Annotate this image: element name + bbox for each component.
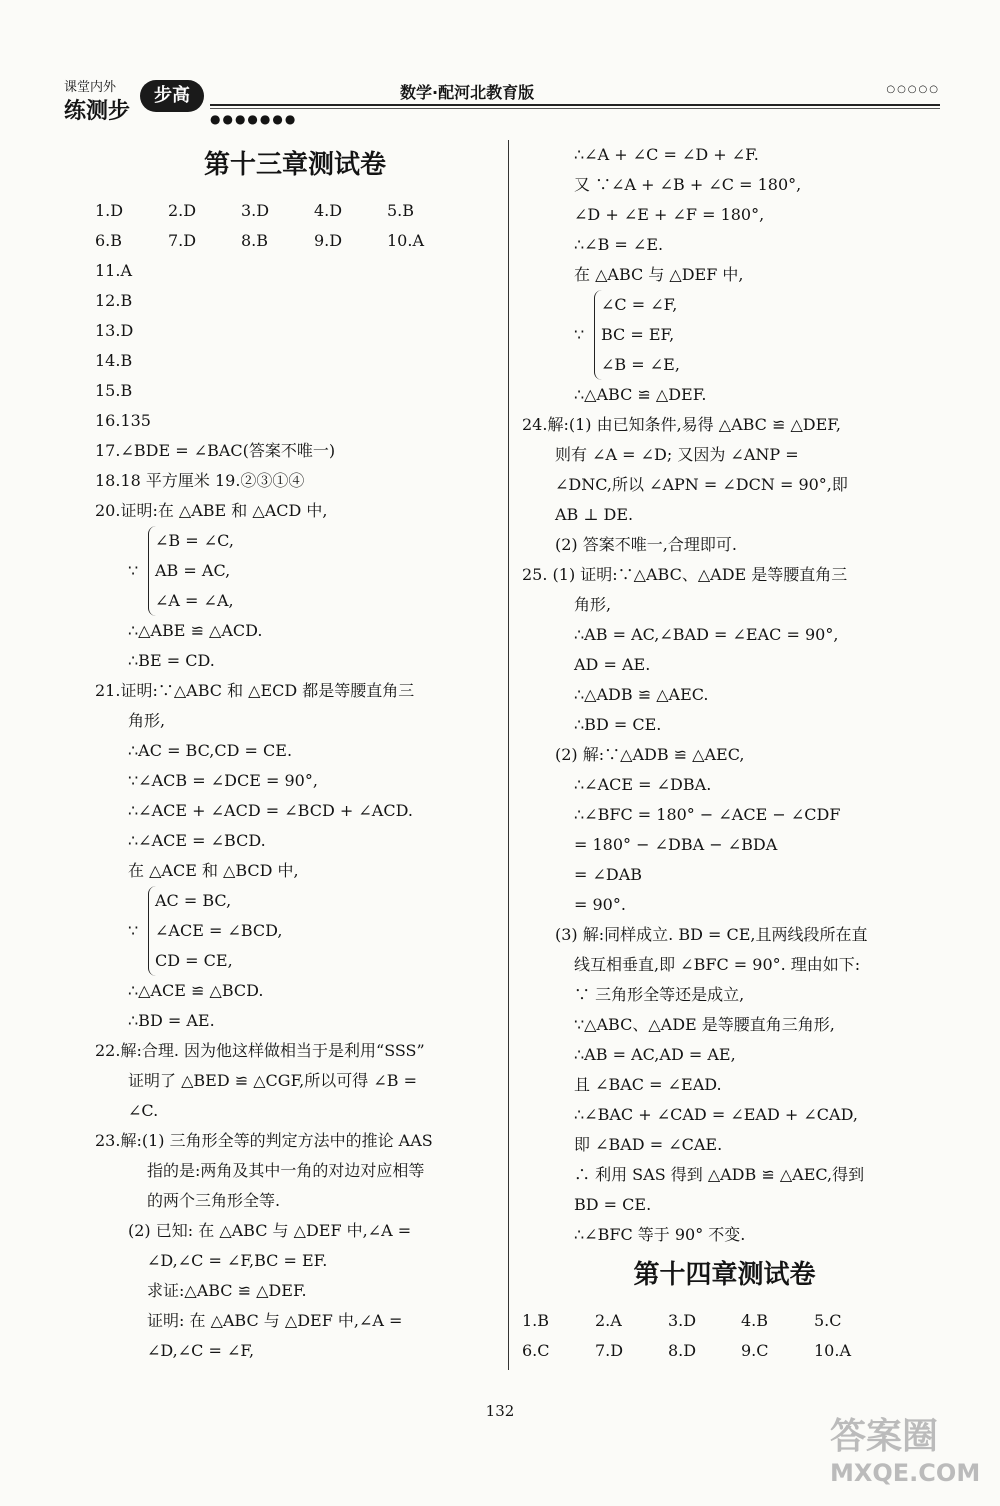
proof-line: ∴△ADB ≌ △AEC. — [574, 685, 709, 704]
proof-line: ∴∠ACE = ∠BCD. — [128, 831, 266, 850]
proof-line: (2) 已知: 在 △ABC 与 △DEF 中,∠A = — [128, 1221, 412, 1240]
brand-small-text: 课堂内外 — [64, 80, 117, 95]
answer-item: 9.D — [314, 231, 343, 250]
header-rule-thin — [210, 108, 940, 109]
proof-line: = ∠DAB — [574, 865, 643, 884]
answer-line: 16.135 — [95, 411, 151, 430]
proof-line: ∴ 利用 SAS 得到 △ADB ≌ △AEC,得到 — [574, 1165, 865, 1184]
page-number: 132 — [485, 1402, 515, 1420]
proof-line: ∠C. — [128, 1101, 159, 1120]
proof-line: ∴BE = CD. — [128, 651, 215, 670]
proof-line: 指的是:两角及其中一角的对边对应相等 — [147, 1161, 425, 1180]
because-symbol: ∵ — [128, 921, 139, 940]
proof-line: ∠DNC,所以 ∠APN = ∠DCN = 90°,即 — [555, 475, 848, 494]
answer-item: 3.D — [668, 1311, 697, 1330]
proof-line: 在 △ACE 和 △BCD 中, — [128, 861, 299, 880]
proof-line: 证明: 在 △ABC 与 △DEF 中,∠A = — [147, 1311, 403, 1330]
watermark-text: 答案圈 — [830, 1416, 939, 1457]
answer-line: 20.证明:在 △ABE 和 △ACD 中, — [95, 501, 328, 520]
proof-line: 又 ∵∠A + ∠B + ∠C = 180°, — [574, 175, 802, 194]
proof-line: (2) 答案不唯一,合理即可. — [555, 535, 737, 554]
proof-line: 的两个三角形全等. — [147, 1191, 281, 1210]
proof-line: ∵∠ACB = ∠DCE = 90°, — [128, 771, 318, 790]
answer-line: 17.∠BDE = ∠BAC(答案不唯一) — [95, 441, 336, 460]
proof-line: ∴∠BFC 等于 90° 不变. — [574, 1225, 746, 1244]
answer-item: 5.B — [387, 201, 415, 220]
because-symbol: ∵ — [574, 325, 585, 344]
answer-row — [95, 226, 495, 256]
answer-line: 11.A — [95, 261, 132, 280]
proof-line: ∠D,∠C = ∠F,BC = EF. — [147, 1251, 328, 1270]
proof-line: AB ⊥ DE. — [555, 505, 634, 524]
proof-line: 证明了 △BED ≌ △CGF,所以可得 ∠B = — [128, 1071, 418, 1090]
proof-line: ∠B = ∠E, — [601, 355, 680, 374]
proof-line: ∠B = ∠C, — [155, 531, 234, 550]
proof-line: ∴AB = AC,AD = AE, — [574, 1045, 736, 1064]
answer-row — [522, 1306, 927, 1336]
chapter-13-title: 第十三章测试卷 — [203, 150, 386, 180]
page-header — [60, 72, 940, 124]
proof-line: 角形, — [128, 711, 166, 730]
answer-item: 4.B — [741, 1311, 769, 1330]
because-symbol: ∵ — [128, 561, 139, 580]
answer-item: 8.B — [241, 231, 269, 250]
proof-line: 即 ∠BAD = ∠CAE. — [574, 1135, 723, 1154]
proof-line: ∠C = ∠F, — [601, 295, 678, 314]
proof-line: 且 ∠BAC = ∠EAD. — [574, 1075, 722, 1094]
proof-line: ∠D,∠C = ∠F, — [147, 1341, 255, 1360]
answer-item: 10.A — [387, 231, 424, 250]
proof-line: AB = AC, — [155, 561, 231, 580]
answer-item: 2.D — [168, 201, 197, 220]
proof-line: (2) 解:∵△ADB ≌ △AEC, — [555, 745, 745, 764]
answer-item: 3.D — [241, 201, 270, 220]
brace-group — [95, 526, 495, 616]
header-rule — [210, 104, 940, 106]
proof-line: ∴△ACE ≌ △BCD. — [128, 981, 264, 1000]
proof-line: ∴AC = BC,CD = CE. — [128, 741, 293, 760]
proof-line: ∴∠ACE = ∠DBA. — [574, 775, 712, 794]
answer-item: 7.D — [595, 1341, 624, 1360]
proof-line: ∴∠B = ∠E. — [574, 235, 664, 254]
answer-line: 12.B — [95, 291, 133, 310]
proof-line: BD = CE. — [574, 1195, 652, 1214]
answer-item: 8.D — [668, 1341, 697, 1360]
brace-group — [522, 290, 927, 380]
proof-line: ∴△ABE ≌ △ACD. — [128, 621, 263, 640]
answer-item: 6.C — [522, 1341, 550, 1360]
proof-line: ∴∠BFC = 180° − ∠ACE − ∠CDF — [574, 805, 841, 824]
proof-line: AD = AE. — [574, 655, 651, 674]
brand-title: 练测步 — [64, 99, 131, 124]
answer-item: 10.A — [814, 1341, 851, 1360]
answer-item: 1.B — [522, 1311, 550, 1330]
proof-line: ∠A = ∠A, — [155, 591, 234, 610]
proof-line: 线互相垂直,即 ∠BFC = 90°. 理由如下: — [574, 955, 861, 974]
proof-line: 则有 ∠A = ∠D; 又因为 ∠ANP = — [555, 445, 799, 464]
proof-line: ∴BD = CE. — [574, 715, 662, 734]
proof-line: (3) 解:同样成立. BD = CE,且两线段所在直 — [555, 925, 868, 944]
brand-badge: 步高 — [140, 80, 204, 112]
answer-line: 23.解:(1) 三角形全等的判定方法中的推论 AAS — [95, 1131, 433, 1150]
proof-line: BC = EF, — [601, 325, 675, 344]
proof-line: ∴AB = AC,∠BAD = ∠EAC = 90°, — [574, 625, 839, 644]
answer-line: 25. (1) 证明:∵△ABC、△ADE 是等腰直角三 — [522, 565, 848, 584]
subject-edition: 数学·配河北教育版 — [400, 83, 535, 102]
left-column — [95, 140, 495, 1366]
right-column — [522, 140, 927, 1366]
answer-row — [522, 1336, 927, 1366]
chapter-14-title: 第十四章测试卷 — [633, 1260, 816, 1290]
watermark-url: MXQE.COM — [830, 1459, 981, 1487]
answer-line: 15.B — [95, 381, 133, 400]
answer-line: 24.解:(1) 由已知条件,易得 △ABC ≌ △DEF, — [522, 415, 842, 434]
proof-line: ∴∠A + ∠C = ∠D + ∠F. — [574, 145, 759, 164]
brace-lines — [148, 526, 234, 616]
answer-line: 14.B — [95, 351, 133, 370]
proof-line: = 90°. — [574, 895, 626, 914]
deco-circles: ○○○○○ — [886, 84, 940, 95]
proof-line: ∵△ABC、△ADE 是等腰直角三角形, — [574, 1015, 835, 1034]
brace-group — [95, 886, 495, 976]
answer-item: 7.D — [168, 231, 197, 250]
answer-item: 9.C — [741, 1341, 769, 1360]
brace-lines — [148, 886, 283, 976]
proof-line: AC = BC, — [155, 891, 232, 910]
proof-line: ∴△ABC ≌ △DEF. — [574, 385, 707, 404]
proof-line: CD = CE, — [155, 951, 233, 970]
answer-line: 22.解:合理. 因为他这样做相当于是利用“SSS” — [95, 1041, 425, 1060]
brace-lines — [594, 290, 680, 380]
proof-line: = 180° − ∠DBA − ∠BDA — [574, 835, 778, 854]
proof-line: ∴BD = AE. — [128, 1011, 215, 1030]
answer-item: 2.A — [595, 1311, 622, 1330]
proof-line: ∴∠ACE + ∠ACD = ∠BCD + ∠ACD. — [128, 801, 413, 820]
proof-line: 角形, — [574, 595, 612, 614]
proof-line: ∠D + ∠E + ∠F = 180°, — [574, 205, 765, 224]
proof-line: ∴∠BAC + ∠CAD = ∠EAD + ∠CAD, — [574, 1105, 858, 1124]
proof-line: 在 △ABC 与 △DEF 中, — [574, 265, 744, 284]
proof-line: ∵ 三角形全等还是成立, — [574, 985, 745, 1004]
answer-line: 18.18 平方厘米 19.②③①④ — [95, 471, 305, 490]
column-divider — [508, 140, 509, 1370]
answer-item: 6.B — [95, 231, 123, 250]
watermark-logo — [830, 1408, 981, 1487]
proof-line: 求证:△ABC ≌ △DEF. — [147, 1281, 307, 1300]
answer-item: 1.D — [95, 201, 124, 220]
answer-line: 13.D — [95, 321, 134, 340]
answer-row — [95, 196, 495, 226]
answer-line: 21.证明:∵△ABC 和 △ECD 都是等腰直角三 — [95, 681, 415, 700]
answer-item: 4.D — [314, 201, 343, 220]
proof-line: ∠ACE = ∠BCD, — [155, 921, 283, 940]
deco-dots: ●●●●●●● — [210, 112, 298, 126]
answer-item: 5.C — [814, 1311, 842, 1330]
